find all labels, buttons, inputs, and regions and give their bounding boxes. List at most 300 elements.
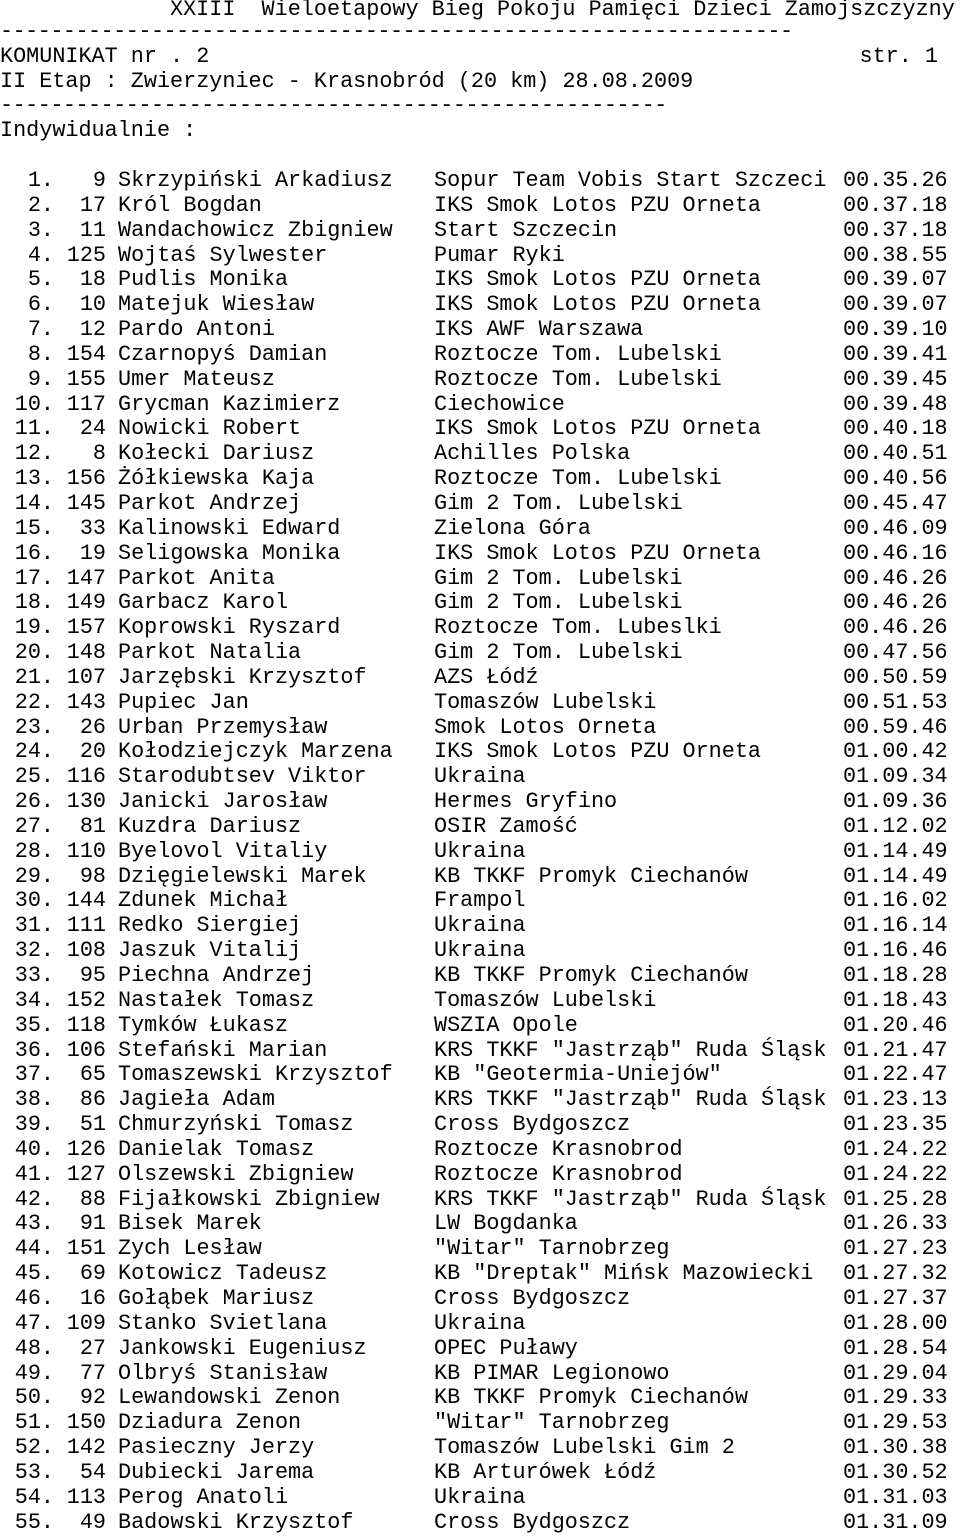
result-time: 00.46.26: [843, 615, 948, 641]
result-bib: 126: [66, 1136, 106, 1162]
result-name: Wojtaś Sylwester: [118, 242, 328, 268]
result-time: 00.39.10: [843, 317, 948, 343]
result-name: Piechna Andrzej: [118, 963, 315, 988]
result-place: 22.: [14, 689, 54, 715]
result-bib: 142: [66, 1435, 106, 1461]
result-bib: 150: [66, 1410, 106, 1436]
result-bib: 151: [66, 1236, 106, 1262]
result-time: 01.16.02: [843, 888, 948, 914]
result-bib: 86: [79, 1087, 106, 1113]
result-club: Roztocze Tom. Lubelski: [434, 466, 722, 492]
result-place: 47.: [14, 1310, 54, 1336]
result-time: 00.39.07: [843, 292, 948, 318]
result-time: 00.39.48: [843, 391, 948, 417]
result-row: [0, 1511, 960, 1536]
result-club: Gim 2 Tom. Lubelski: [434, 590, 683, 616]
result-time: 01.27.32: [843, 1261, 948, 1287]
separator-line-short: -----------------------------------------------------: [0, 93, 667, 118]
result-row: [0, 318, 960, 343]
result-place: 44.: [14, 1236, 54, 1262]
result-place: 30.: [14, 888, 54, 914]
result-bib: 65: [79, 1062, 106, 1088]
result-place: 14.: [14, 490, 54, 516]
result-row: [0, 393, 960, 418]
result-place: 37.: [14, 1062, 54, 1088]
result-name: Pudlis Monika: [118, 267, 289, 293]
result-bib: 155: [66, 366, 106, 392]
result-row: [0, 914, 960, 939]
result-row: [0, 1486, 960, 1511]
result-time: 01.23.13: [843, 1087, 948, 1113]
result-bib: 77: [79, 1360, 106, 1386]
result-club: WSZIA Opole: [434, 1012, 578, 1038]
result-row: [0, 1436, 960, 1461]
result-bib: 152: [66, 987, 106, 1013]
result-name: Seligowska Monika: [118, 540, 341, 566]
result-bib: 8: [92, 441, 106, 467]
result-time: 00.40.51: [843, 441, 948, 467]
result-row: [0, 964, 960, 989]
result-time: 00.39.07: [843, 267, 948, 293]
result-place: 52.: [14, 1435, 54, 1461]
result-time: 00.37.18: [843, 217, 948, 243]
result-name: Jaszuk Vitalij: [118, 938, 302, 964]
result-time: 01.14.49: [843, 838, 948, 864]
result-time: 00.40.18: [843, 416, 948, 442]
result-club: KRS TKKF "Jastrząb" Ruda Śląsk: [434, 1186, 827, 1212]
result-name: Danielak Tomasz: [118, 1136, 315, 1162]
result-place: 18.: [14, 590, 54, 616]
result-club: KB TKKF Promyk Ciechanów: [434, 963, 748, 988]
result-time: 00.50.59: [843, 664, 948, 690]
result-time: 00.39.41: [843, 341, 948, 367]
result-place: 23.: [14, 714, 54, 740]
result-name: Nowicki Robert: [118, 416, 302, 442]
result-name: Tomaszewski Krzysztof: [118, 1062, 393, 1088]
result-club: Gim 2 Tom. Lubelski: [434, 490, 683, 516]
result-row: [0, 591, 960, 616]
result-club: KB "Geotermia-Uniejów": [434, 1062, 722, 1088]
result-bib: 18: [79, 267, 106, 293]
result-time: 00.47.56: [843, 640, 948, 666]
result-name: Koprowski Ryszard: [118, 615, 341, 641]
result-bib: 88: [79, 1186, 106, 1212]
result-club: Tomaszów Lubelski Gim 2: [434, 1435, 735, 1461]
result-name: Chmurzyński Tomasz: [118, 1112, 354, 1138]
result-place: 27.: [14, 813, 54, 839]
result-name: Olbryś Stanisław: [118, 1360, 328, 1386]
result-bib: 107: [66, 664, 106, 690]
result-time: 01.25.28: [843, 1186, 948, 1212]
result-club: KRS TKKF "Jastrząb" Ruda Śląsk: [434, 1037, 827, 1063]
result-place: 51.: [14, 1410, 54, 1436]
result-row: [0, 1411, 960, 1436]
result-row: [0, 740, 960, 765]
result-place: 50.: [14, 1385, 54, 1411]
result-bib: 51: [79, 1112, 106, 1138]
result-name: Byelovol Vitaliy: [118, 838, 328, 864]
result-place: 45.: [14, 1261, 54, 1287]
result-time: 01.16.14: [843, 913, 948, 939]
result-place: 1.: [27, 168, 54, 193]
result-club: IKS AWF Warszawa: [434, 317, 644, 343]
result-time: 01.30.52: [843, 1459, 948, 1485]
result-place: 53.: [14, 1459, 54, 1485]
result-time: 00.37.18: [843, 192, 948, 218]
result-name: Zdunek Michał: [118, 888, 289, 914]
result-row: [0, 939, 960, 964]
result-row: [0, 169, 960, 194]
result-name: Czarnopyś Damian: [118, 341, 328, 367]
result-club: IKS Smok Lotos PZU Orneta: [434, 416, 762, 442]
result-place: 28.: [14, 838, 54, 864]
result-name: Pupiec Jan: [118, 689, 249, 715]
result-time: 01.29.53: [843, 1410, 948, 1436]
result-name: Kotowicz Tadeusz: [118, 1261, 328, 1287]
result-place: 34.: [14, 987, 54, 1013]
result-bib: 98: [79, 863, 106, 889]
result-name: Bisek Marek: [118, 1211, 262, 1237]
result-time: 01.28.54: [843, 1335, 948, 1361]
result-bib: 91: [79, 1211, 106, 1237]
result-place: 40.: [14, 1136, 54, 1162]
result-time: 01.30.38: [843, 1435, 948, 1461]
result-bib: 144: [66, 888, 106, 914]
separator-line: ---------------------------------------------------------------: [0, 19, 793, 44]
result-place: 26.: [14, 789, 54, 815]
result-name: Skrzypiński Arkadiusz: [118, 168, 393, 193]
result-club: Cross Bydgoszcz: [434, 1112, 631, 1138]
result-name: Lewandowski Zenon: [118, 1385, 341, 1411]
result-time: 01.28.00: [843, 1310, 948, 1336]
result-name: Jarzębski Krzysztof: [118, 664, 367, 690]
result-place: 2.: [27, 192, 54, 218]
result-place: 35.: [14, 1012, 54, 1038]
result-time: 00.45.47: [843, 490, 948, 516]
result-bib: 117: [66, 391, 106, 417]
result-time: 01.16.46: [843, 938, 948, 964]
result-row: [0, 865, 960, 890]
result-place: 16.: [14, 540, 54, 566]
result-time: 01.26.33: [843, 1211, 948, 1237]
result-row: [0, 343, 960, 368]
result-row: [0, 1461, 960, 1486]
result-time: 01.21.47: [843, 1037, 948, 1063]
result-time: 01.24.22: [843, 1136, 948, 1162]
result-row: [0, 666, 960, 691]
result-club: Ukraina: [434, 838, 526, 864]
result-club: Frampol: [434, 888, 526, 914]
result-place: 7.: [27, 317, 54, 343]
result-row: [0, 492, 960, 517]
result-time: 01.23.35: [843, 1112, 948, 1138]
result-time: 01.27.23: [843, 1236, 948, 1262]
result-club: Ukraina: [434, 764, 526, 790]
result-place: 41.: [14, 1161, 54, 1187]
result-bib: 108: [66, 938, 106, 964]
result-bib: 110: [66, 838, 106, 864]
result-club: KB TKKF Promyk Ciechanów: [434, 863, 748, 889]
result-place: 13.: [14, 466, 54, 492]
result-name: Matejuk Wiesław: [118, 292, 315, 318]
result-club: Gim 2 Tom. Lubelski: [434, 565, 683, 591]
result-bib: 113: [66, 1484, 106, 1510]
result-row: [0, 542, 960, 567]
result-place: 3.: [27, 217, 54, 243]
result-time: 00.35.26: [843, 168, 948, 193]
result-name: Parkot Anita: [118, 565, 275, 591]
result-name: Parkot Natalia: [118, 640, 302, 666]
result-row: [0, 442, 960, 467]
result-time: 00.40.56: [843, 466, 948, 492]
result-club: IKS Smok Lotos PZU Orneta: [434, 739, 762, 765]
result-time: 00.39.45: [843, 366, 948, 392]
result-bib: 145: [66, 490, 106, 516]
result-bib: 20: [79, 739, 106, 765]
result-club: "Witar" Tarnobrzeg: [434, 1236, 670, 1262]
result-name: Dubiecki Jarema: [118, 1459, 315, 1485]
result-name: Janicki Jarosław: [118, 789, 328, 815]
result-time: 00.46.26: [843, 590, 948, 616]
result-name: Żółkiewska Kaja: [118, 466, 315, 492]
result-name: Król Bogdan: [118, 192, 262, 218]
result-club: Zielona Góra: [434, 515, 591, 541]
result-place: 10.: [14, 391, 54, 417]
result-place: 11.: [14, 416, 54, 442]
result-name: Kołodziejczyk Marzena: [118, 739, 393, 765]
result-bib: 17: [79, 192, 106, 218]
result-place: 21.: [14, 664, 54, 690]
result-bib: 148: [66, 640, 106, 666]
result-time: 00.46.09: [843, 515, 948, 541]
result-name: Parkot Andrzej: [118, 490, 302, 516]
result-club: "Witar" Tarnobrzeg: [434, 1410, 670, 1436]
result-bib: 33: [79, 515, 106, 541]
result-name: Kołecki Dariusz: [118, 441, 315, 467]
result-name: Urban Przemysław: [118, 714, 328, 740]
result-row: [0, 815, 960, 840]
result-row: [0, 268, 960, 293]
result-time: 01.24.22: [843, 1161, 948, 1187]
result-place: 36.: [14, 1037, 54, 1063]
result-club: IKS Smok Lotos PZU Orneta: [434, 540, 762, 566]
result-bib: 154: [66, 341, 106, 367]
result-place: 54.: [14, 1484, 54, 1510]
result-club: KB Arturówek Łódź: [434, 1459, 657, 1485]
result-club: IKS Smok Lotos PZU Orneta: [434, 292, 762, 318]
result-club: Pumar Ryki: [434, 242, 565, 268]
result-name: Dzięgielewski Marek: [118, 863, 367, 889]
result-club: Ukraina: [434, 938, 526, 964]
result-time: 01.18.43: [843, 987, 948, 1013]
result-row: [0, 765, 960, 790]
result-place: 55.: [14, 1509, 54, 1535]
result-time: 00.51.53: [843, 689, 948, 715]
result-place: 20.: [14, 640, 54, 666]
result-time: 01.27.37: [843, 1285, 948, 1311]
result-row: [0, 567, 960, 592]
result-bib: 157: [66, 615, 106, 641]
result-place: 48.: [14, 1335, 54, 1361]
result-time: 01.14.49: [843, 863, 948, 889]
result-club: Roztocze Krasnobrod: [434, 1161, 683, 1187]
result-name: Jankowski Eugeniusz: [118, 1335, 367, 1361]
result-club: Roztocze Tom. Lubelski: [434, 366, 722, 392]
result-place: 39.: [14, 1112, 54, 1138]
result-row: [0, 691, 960, 716]
result-time: 01.29.33: [843, 1385, 948, 1411]
result-row: [0, 989, 960, 1014]
result-time: 01.09.36: [843, 789, 948, 815]
result-place: 46.: [14, 1285, 54, 1311]
result-bib: 127: [66, 1161, 106, 1187]
result-club: IKS Smok Lotos PZU Orneta: [434, 267, 762, 293]
result-bib: 149: [66, 590, 106, 616]
result-row: [0, 1237, 960, 1262]
result-club: IKS Smok Lotos PZU Orneta: [434, 192, 762, 218]
result-row: [0, 1287, 960, 1312]
result-bib: 10: [79, 292, 106, 318]
result-club: Gim 2 Tom. Lubelski: [434, 640, 683, 666]
result-name: Grycman Kazimierz: [118, 391, 341, 417]
result-bib: 49: [79, 1509, 106, 1535]
result-name: Zych Lesław: [118, 1236, 262, 1262]
result-bib: 19: [79, 540, 106, 566]
result-club: Ukraina: [434, 1310, 526, 1336]
result-name: Stanko Svietlana: [118, 1310, 328, 1336]
result-bib: 130: [66, 789, 106, 815]
result-club: KB TKKF Promyk Ciechanów: [434, 1385, 748, 1411]
result-bib: 116: [66, 764, 106, 790]
result-time: 01.12.02: [843, 813, 948, 839]
result-club: OSIR Zamość: [434, 813, 578, 839]
result-place: 17.: [14, 565, 54, 591]
result-name: Gołąbek Mariusz: [118, 1285, 315, 1311]
result-name: Pasieczny Jerzy: [118, 1435, 315, 1461]
result-row: [0, 641, 960, 666]
result-name: Perog Anatoli: [118, 1484, 289, 1510]
result-name: Garbacz Karol: [118, 590, 289, 616]
result-time: 01.31.03: [843, 1484, 948, 1510]
result-place: 29.: [14, 863, 54, 889]
result-time: 01.18.28: [843, 963, 948, 988]
result-club: Sopur Team Vobis Start Szczeci: [434, 168, 827, 193]
result-club: Smok Lotos Orneta: [434, 714, 657, 740]
result-place: 32.: [14, 938, 54, 964]
result-club: Roztocze Krasnobrod: [434, 1136, 683, 1162]
result-bib: 69: [79, 1261, 106, 1287]
result-name: Umer Mateusz: [118, 366, 275, 392]
result-bib: 125: [66, 242, 106, 268]
result-club: OPEC Puławy: [434, 1335, 578, 1361]
result-bib: 12: [79, 317, 106, 343]
result-club: Cross Bydgoszcz: [434, 1285, 631, 1311]
result-place: 49.: [14, 1360, 54, 1386]
result-row: [0, 1188, 960, 1213]
result-bib: 9: [92, 168, 106, 193]
result-row: [0, 1337, 960, 1362]
page-number: str. 1: [859, 44, 938, 69]
result-place: 33.: [14, 963, 54, 988]
result-row: [0, 293, 960, 318]
result-club: Start Szczecin: [434, 217, 618, 243]
result-time: 00.46.16: [843, 540, 948, 566]
result-club: Tomaszów Lubelski: [434, 987, 657, 1013]
result-row: [0, 1212, 960, 1237]
result-name: Wandachowicz Zbigniew: [118, 217, 393, 243]
result-row: [0, 517, 960, 542]
result-time: 01.29.04: [843, 1360, 948, 1386]
result-place: 25.: [14, 764, 54, 790]
result-row: [0, 417, 960, 442]
result-bib: 26: [79, 714, 106, 740]
result-club: Achilles Polska: [434, 441, 631, 467]
result-row: [0, 1088, 960, 1113]
result-time: 00.38.55: [843, 242, 948, 268]
result-name: Badowski Krzysztof: [118, 1509, 354, 1535]
result-bib: 16: [79, 1285, 106, 1311]
result-club: KB "Dreptak" Mińsk Mazowiecki: [434, 1261, 814, 1287]
result-bib: 156: [66, 466, 106, 492]
result-name: Jagieła Adam: [118, 1087, 275, 1113]
result-club: Ukraina: [434, 913, 526, 939]
result-place: 31.: [14, 913, 54, 939]
result-row: [0, 368, 960, 393]
result-time: 00.46.26: [843, 565, 948, 591]
result-bib: 147: [66, 565, 106, 591]
result-place: 8.: [27, 341, 54, 367]
result-time: 01.09.34: [843, 764, 948, 790]
result-row: [0, 1138, 960, 1163]
result-bib: 106: [66, 1037, 106, 1063]
result-place: 38.: [14, 1087, 54, 1113]
document-title: XXIII Wieloetapowy Bieg Pokoju Pamięci Dzieci Zamojszczyzny: [170, 0, 955, 22]
result-bib: 24: [79, 416, 106, 442]
result-row: [0, 716, 960, 741]
result-place: 5.: [27, 267, 54, 293]
result-row: [0, 1014, 960, 1039]
result-time: 00.59.46: [843, 714, 948, 740]
result-row: [0, 194, 960, 219]
result-name: Kalinowski Edward: [118, 515, 341, 541]
result-place: 12.: [14, 441, 54, 467]
result-name: Starodubtsev Viktor: [118, 764, 367, 790]
stage-info: II Etap : Zwierzyniec - Krasnobród (20 km) 28.08.2009: [0, 69, 694, 94]
result-name: Pardo Antoni: [118, 317, 275, 343]
result-club: AZS Łódź: [434, 664, 539, 690]
result-place: 43.: [14, 1211, 54, 1237]
result-bib: 95: [79, 963, 106, 988]
result-row: [0, 1262, 960, 1287]
result-bib: 11: [79, 217, 106, 243]
result-name: Kuzdra Dariusz: [118, 813, 302, 839]
result-time: 01.31.09: [843, 1509, 948, 1535]
result-row: [0, 467, 960, 492]
result-bib: 118: [66, 1012, 106, 1038]
result-place: 42.: [14, 1186, 54, 1212]
result-club: Hermes Gryfino: [434, 789, 618, 815]
result-place: 6.: [27, 292, 54, 318]
results-list: [0, 169, 960, 1535]
result-row: [0, 889, 960, 914]
result-bib: 92: [79, 1385, 106, 1411]
result-club: KRS TKKF "Jastrząb" Ruda Śląsk: [434, 1087, 827, 1113]
result-row: [0, 1312, 960, 1337]
result-row: [0, 1063, 960, 1088]
result-club: Ukraina: [434, 1484, 526, 1510]
result-club: Ciechowice: [434, 391, 565, 417]
result-time: 01.22.47: [843, 1062, 948, 1088]
